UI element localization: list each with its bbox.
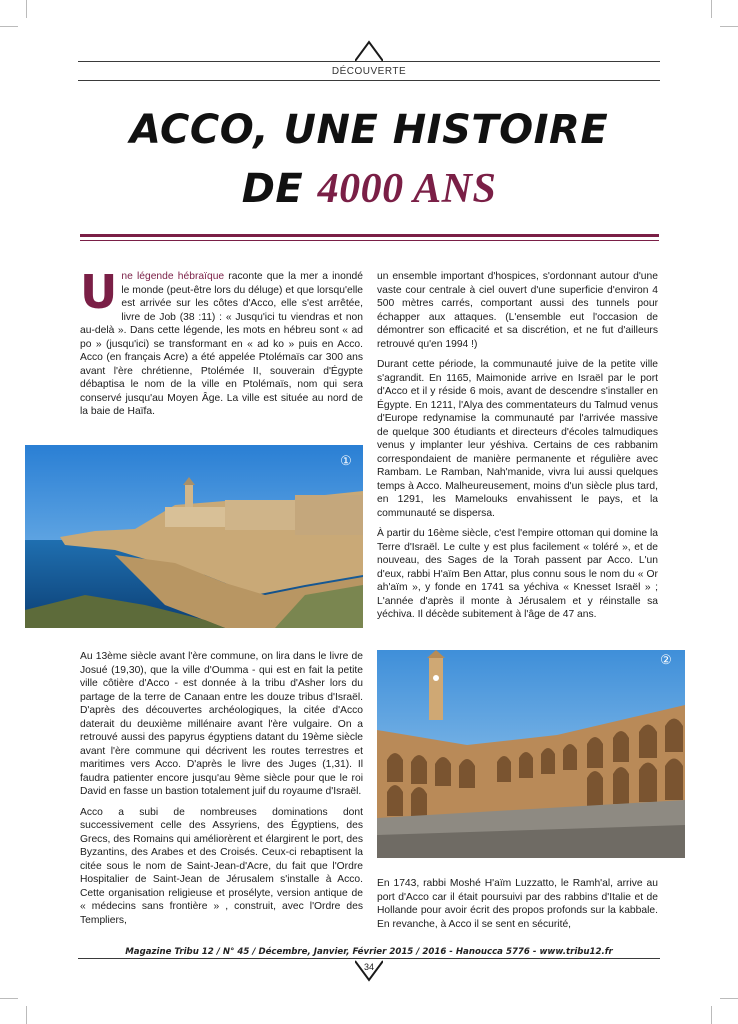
section-label: DÉCOUVERTE — [331, 66, 407, 77]
ramhal-paragraph: En 1743, rabbi Moshé H'aïm Luzzatto, le Ramh'al, arrive au port d'Acco car il était poursuivi par des rabbins d'Italie et de Hollande pour avoir écrit des propos profonds sur la kabbale. En revanche, à Acco il se sent en sécurité, — [377, 878, 658, 930]
ottoman-paragraph: À partir du 16ème siècle, c'est l'empire ottoman qui domine la Terre d'Israël. Le culte y est plus facilement « toléré », et de nouveau, des Sages de la Torah passent par Acco. L'un d'eux, rabbi H'aïm Ben Attar, plus connu sous le nom du « Or ah'aïm », y fonde en 1741 sa yéchiva « Knesset Israël » ; L'année d'après il monte à Jérusalem et y réinstalle sa yéchiva. Il décède subitement à l'âge de 47 ans. — [377, 528, 658, 620]
crop-mark — [26, 0, 27, 18]
section-triangle-icon — [355, 40, 383, 62]
hospices-paragraph: un ensemble important d'hospices, s'ordonnant autour d'une vaste cour centrale à ciel ouvert d'une superficie d'environ 4 500 mètres carrés, comportant aussi des tunnels pour échapper aux attaques. (L'ensemble eut l'occasion de démontrer son efficacité et sa discrétion, et ne fut d'ailleurs retrouvé qu'en 1994 !) — [377, 271, 658, 350]
left-column-top — [80, 265, 363, 426]
page-title-line1 — [0, 107, 738, 153]
section-rule-top — [78, 61, 660, 62]
caravanserai-photo — [377, 650, 685, 858]
crop-mark — [720, 26, 738, 27]
title-rule-thick — [80, 234, 659, 237]
history-paragraph: Au 13ème siècle avant l'ère commune, on lira dans le livre de Josué (19,30), que la ville d'Oumma - qui est en fait la petite ville côtière d'Acco - est donnée à la tribu d'Asher lors du partage de la terre de Canaan entre les douze tribus d'Israël. D'après des découvertes archéologiques, la citée d'Acco daterait du deuxième millénaire avant l'ère vulgaire. On a retrouvé aussi des papyrus égyptiens datant du 19ème siècle avant l'ère commune qui décrivent les routes terrestres et maritimes vers Acco. D'après le livre des Juges (1,31). Il faudra patienter encore jusqu'au 9ème siècle pour que le roi David en fasse un bastion totalement juif du royaume d'Israël. — [80, 651, 363, 797]
title-line2-prefix: DE — [241, 166, 304, 212]
dominations-paragraph: Acco a subi de nombreuses dominations dont successivement celle des Assyriens, des Égyptiens, des Grecs, des Romains qui améliorèrent et élargirent le port, des Byzantins, des Arabes et des Croisés. Ceux-ci rebaptisent la citée sous le nom de Saint-Jean-d'Acre, du fait que l'Ordre Hospitalier de Saint-Jean de Jérusalem s'installe à Acco. Cette organisation religieuse et prosélyte, version antique de « médecins sans frontière » , construit, avec l'Ordre des Templiers, — [80, 806, 363, 926]
jewish-community-paragraph: Durant cette période, la communauté juive de la petite ville s'agrandit. En 1165, Maimonide arrive en Israël par le port d'Acco et il y réside 6 mois, avant de descendre s'installer en Égypte. En 1211, l'Alya des commentateurs du Talmud venus d'Europe redynamise la communauté par l'arrivée massive de quelque 300 étudiants et directeurs d'écoles talmudiques venus y implanter leur yéshiva. Certains de ces rabbanim correspondaient de manière permanente et régulière avec Rambam. Le Ramban, Nah'manide, vivra lui aussi quelques temps à Acco. Malheureusement, moins d'un siècle plus tard, en 1291, les Mamelouks envahissent le pays, et la communauté se dispersa. — [377, 359, 658, 519]
page-number: 34 — [363, 962, 374, 972]
page-title-line2 — [0, 168, 738, 210]
intro-paragraph — [80, 265, 363, 419]
right-column-top — [377, 270, 658, 629]
title-rule-thin — [80, 240, 659, 241]
left-column-bottom — [80, 650, 363, 934]
crop-mark — [711, 0, 712, 18]
photo-number-badge: ② — [660, 652, 672, 667]
right-column-bottom — [377, 877, 658, 938]
drop-cap: U — [80, 265, 118, 319]
title-line1-text: ACCO, UNE HISTOIRE — [129, 107, 609, 153]
crop-mark — [26, 1006, 27, 1024]
section-rule-bottom — [78, 80, 660, 81]
title-line2-accent: 4000 ANS — [317, 166, 497, 212]
crop-mark — [0, 26, 18, 27]
intro-lead: ne légende hébraïque — [121, 271, 225, 282]
acco-coast-photo — [25, 445, 363, 628]
footer-triangle-icon — [355, 960, 383, 982]
intro-text: raconte que la mer a inondé le monde (peut-être lors du déluge) et que lorsqu'elle est arrivée sur les côtes d'Acco, elle s'est arrêtée, livre de Job (38 :11) : « Jusqu'ici tu viendras et non au-delà ». Dans cette légende, les mots en hébreu sont « ad po » (jusqu'ici) se transformant en « ad ko » puis en Acco. Acco (en français Acre) a été appelée Ptolémaïs car 300 ans avant l'ère chrétienne, Ptolémée II, souverain d'Égypte débaptisa le nom de la ville en Ptolémaïs, nom qui sera conservé jusqu'au Moyen Âge. La ville est située au nord de la baie de Haïfa. — [80, 271, 363, 417]
footer-rule — [78, 958, 660, 959]
photo-number-badge: ① — [340, 453, 352, 468]
crop-mark — [711, 1006, 712, 1024]
crop-mark — [0, 998, 18, 999]
crop-mark — [720, 998, 738, 999]
magazine-footer: Magazine Tribu 12 / N° 45 / Décembre, Janvier, Février 2015 / 2016 - Hanoucca 5776 - www.tribu12.fr — [125, 947, 613, 957]
